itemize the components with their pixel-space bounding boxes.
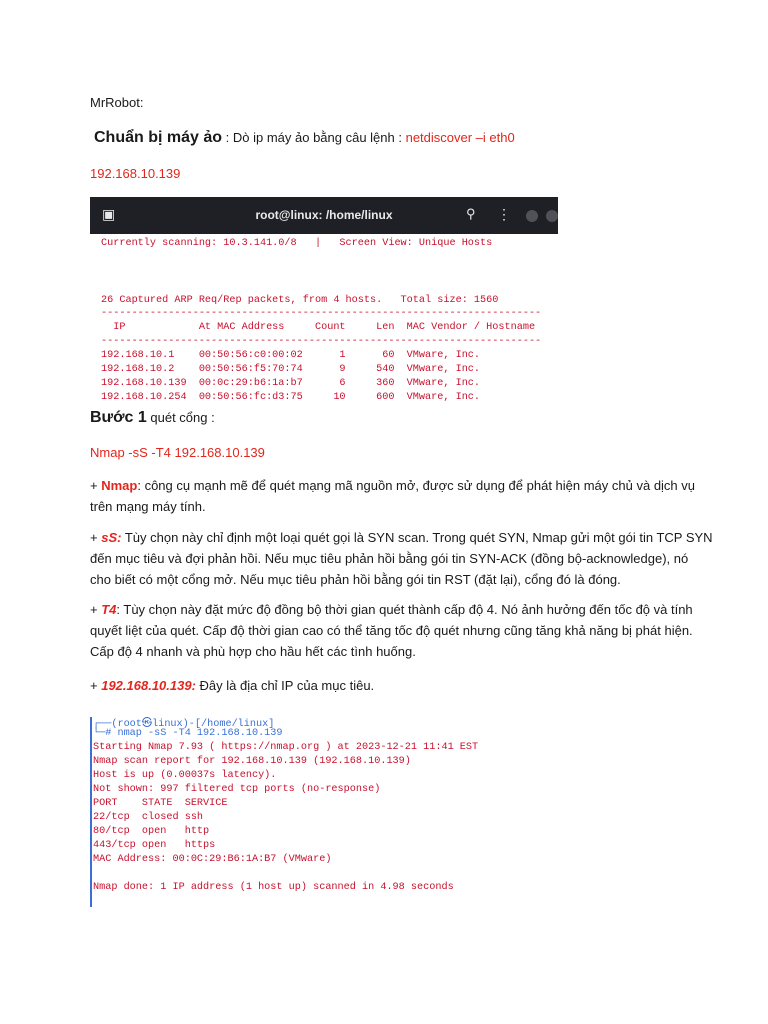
nmap-description bbox=[90, 475, 730, 517]
prompt-bar bbox=[90, 717, 92, 907]
terminal-line: Currently scanning: 10.3.141.0/8 | Screen View: Unique Hosts bbox=[101, 238, 493, 249]
terminal-command: └─# nmap -sS -T4 192.168.10.139 bbox=[93, 728, 283, 739]
terminal-titlebar bbox=[90, 197, 558, 234]
nmap-line1: : công cụ mạnh mẽ để quét mạng mã nguồn mở, được sử dụng để phát hiện máy chủ và dịch vụ bbox=[137, 478, 696, 493]
terminal-line: 192.168.10.2 00:50:56:f5:70:74 9 540 VMware, Inc. bbox=[101, 364, 481, 375]
terminal-line: PORT STATE SERVICE bbox=[93, 798, 228, 809]
terminal-line: Host is up (0.00037s latency). bbox=[93, 770, 277, 781]
t4-line1: : Tùy chọn này đặt mức độ đồng bộ thời gian quét thành cấp độ 4. Nó ảnh hưởng đến tốc độ và tính bbox=[116, 602, 693, 617]
t4-line3: Cấp độ 4 nhanh và phù hợp cho hầu hết các tình huống. bbox=[90, 644, 416, 659]
ss-line1: Tùy chọn này chỉ định một loại quét gọi là SYN scan. Trong quét SYN, Nmap gửi một gói tin TCP SYN bbox=[121, 530, 713, 545]
netdiscover-terminal-screenshot bbox=[90, 197, 558, 403]
ip-rest: Đây là địa chỉ IP của mục tiêu. bbox=[195, 678, 375, 693]
terminal-line: 26 Captured ARP Req/Rep packets, from 4 hosts. Total size: 1560 bbox=[101, 295, 499, 306]
terminal-title: root@linux: /home/linux bbox=[255, 208, 393, 222]
terminal-line: ------------------------------------------------------------------------ bbox=[101, 308, 542, 319]
ss-line3: cho biết có một cổng mở. Nếu mục tiêu phản hồi bằng gói tin RST (đặt lại), cổng đó là đóng. bbox=[90, 572, 621, 587]
bullet: + bbox=[90, 478, 102, 493]
terminal-line: ------------------------------------------------------------------------ bbox=[101, 336, 542, 347]
maximize-icon bbox=[546, 210, 558, 222]
bullet: + bbox=[90, 678, 102, 693]
prep-line bbox=[94, 127, 515, 148]
step1-heading: Bước 1 bbox=[90, 409, 147, 426]
ss-description bbox=[90, 527, 740, 590]
terminal-new-tab-icon: ▣ bbox=[102, 206, 116, 222]
target-ip: 192.168.10.139 bbox=[90, 166, 181, 181]
step1-line bbox=[90, 407, 215, 428]
doc-title: MrRobot: bbox=[90, 95, 144, 110]
terminal-line: 80/tcp open http bbox=[93, 826, 210, 837]
t4-description bbox=[90, 599, 750, 662]
nmap-line2: trên mạng máy tính. bbox=[90, 499, 206, 514]
terminal-prompt: ┌──(root㉿linux)-[/home/linux] bbox=[93, 719, 275, 730]
ip-term: 192.168.10.139: bbox=[101, 678, 196, 693]
prep-command: netdiscover –i eth0 bbox=[405, 130, 515, 145]
terminal-line: 22/tcp closed ssh bbox=[93, 812, 204, 823]
ss-line2: đến mục tiêu và đợi phản hồi. Nếu mục tiêu phản hồi bằng gói tin SYN-ACK (đồng bộ-acknowledge), nó bbox=[90, 551, 689, 566]
terminal-line: Starting Nmap 7.93 ( https://nmap.org ) at 2023-12-21 11:41 EST bbox=[93, 742, 479, 753]
terminal-line: IP At MAC Address Count Len MAC Vendor / Hostname bbox=[101, 322, 536, 333]
minimize-icon bbox=[526, 210, 538, 222]
terminal-line: MAC Address: 00:0C:29:B6:1A:B7 (VMware) bbox=[93, 854, 332, 865]
t4-line2: quyết liệt của quét. Cấp độ thời gian cao có thể tăng tốc độ quét nhưng cũng tăng khả năng bị phát hiện. bbox=[90, 623, 693, 638]
terminal-line: Not shown: 997 filtered tcp ports (no-response) bbox=[93, 784, 381, 795]
prep-heading: Chuẩn bị máy ảo bbox=[94, 129, 223, 146]
t4-term: T4 bbox=[101, 602, 117, 617]
menu-kebab-icon: ⋮ bbox=[497, 206, 511, 222]
search-icon: ⚲ bbox=[466, 206, 476, 221]
nmap-term: Nmap bbox=[101, 478, 138, 493]
terminal-line: 192.168.10.1 00:50:56:c0:00:02 1 60 VMware, Inc. bbox=[101, 350, 481, 361]
terminal-line: Nmap done: 1 IP address (1 host up) scanned in 4.98 seconds bbox=[93, 882, 454, 893]
terminal-line: 192.168.10.254 00:50:56:fc:d3:75 10 600 VMware, Inc. bbox=[101, 392, 481, 403]
ip-description bbox=[90, 675, 374, 696]
step1-text: quét cổng : bbox=[146, 410, 215, 425]
prep-text: : Dò ip máy ảo bằng câu lệnh : bbox=[222, 130, 406, 145]
terminal-line: 443/tcp open https bbox=[93, 840, 216, 851]
terminal-line: Nmap scan report for 192.168.10.139 (192.168.10.139) bbox=[93, 756, 411, 767]
bullet: + bbox=[90, 530, 102, 545]
ss-term: sS: bbox=[101, 530, 122, 545]
nmap-command: Nmap -sS -T4 192.168.10.139 bbox=[90, 445, 265, 460]
terminal-line: 192.168.10.139 00:0c:29:b6:1a:b7 6 360 VMware, Inc. bbox=[101, 378, 481, 389]
bullet: + bbox=[90, 602, 102, 617]
nmap-terminal-screenshot bbox=[90, 710, 517, 906]
